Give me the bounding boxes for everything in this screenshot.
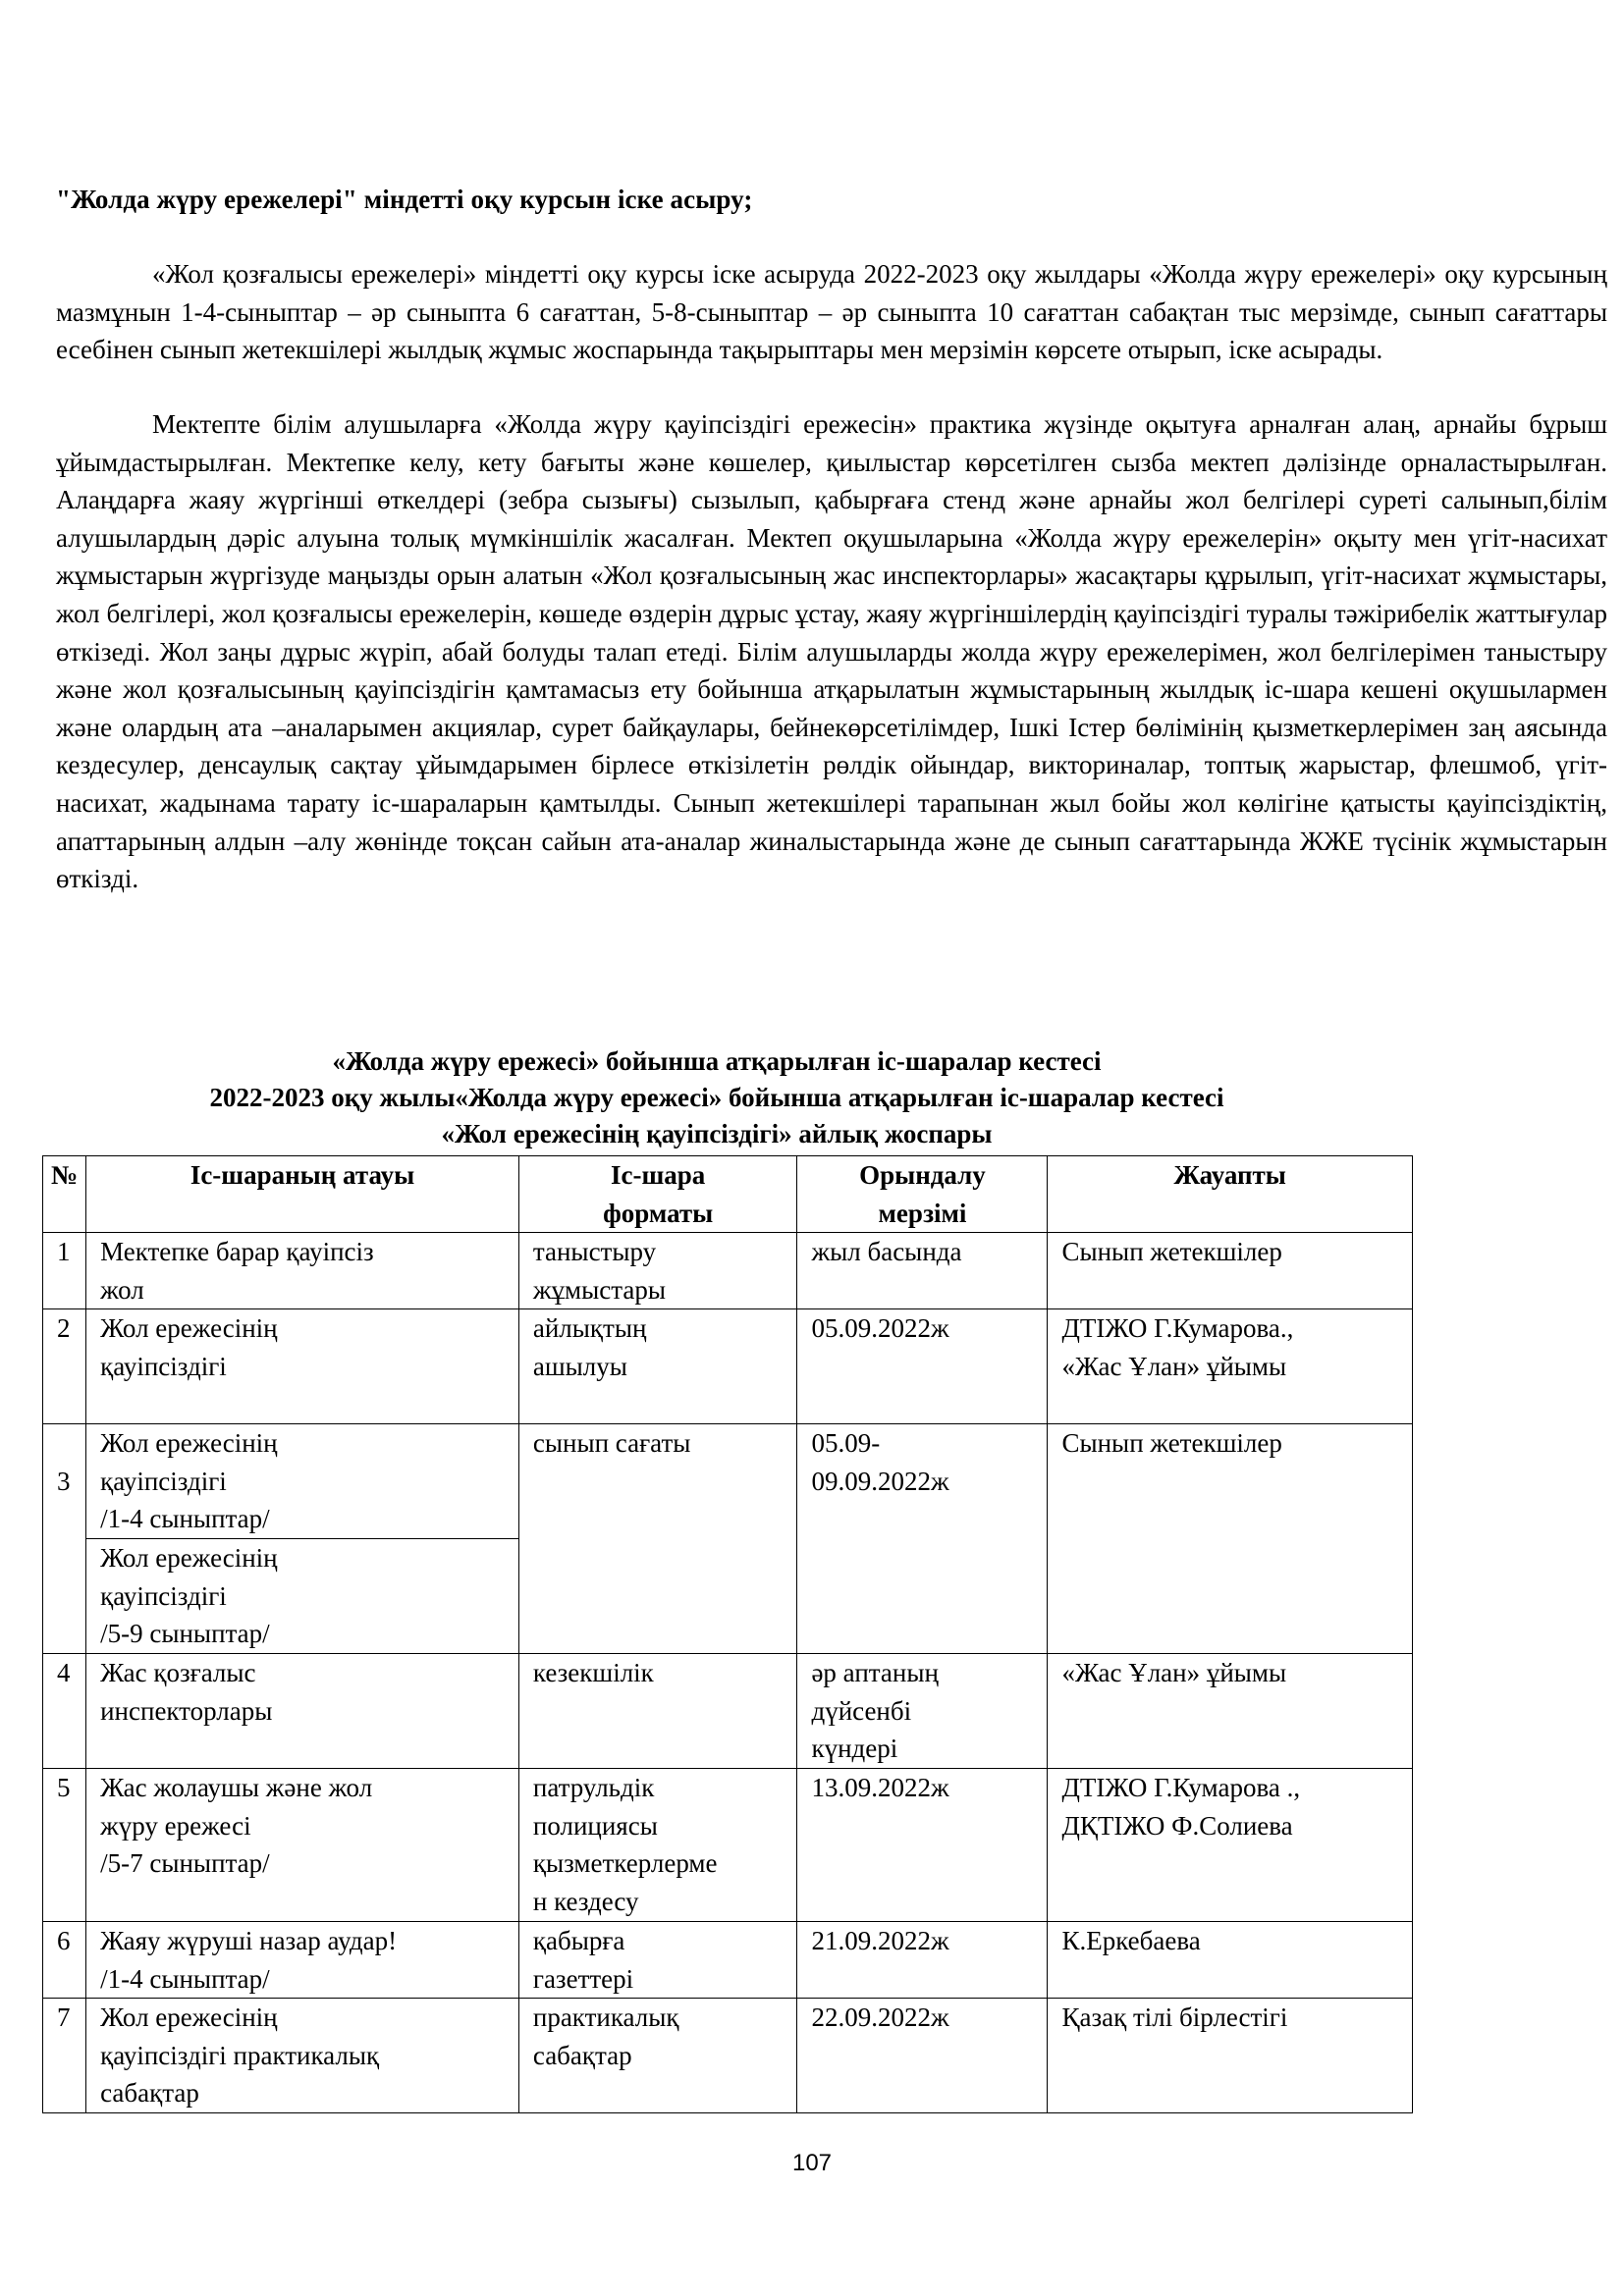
table-row <box>43 1654 1413 1769</box>
cell-responsible: ДТІЖО Г.Кумарова ., ДҚТІЖО Ф.Солиева <box>1048 1769 1413 1922</box>
cell-responsible: Сынып жетекшілер <box>1048 1233 1413 1309</box>
header-format: Іс-шара форматы <box>518 1156 797 1233</box>
cell-num: 2 <box>43 1309 86 1424</box>
cell-num: 3 <box>43 1424 86 1654</box>
cell-responsible: Қазақ тілі бірлестігі <box>1048 1999 1413 2113</box>
header-num: № <box>43 1156 86 1233</box>
section-heading: "Жолда жүру ережелері" міндетті оқу курсын іске асыру; <box>56 185 753 214</box>
cell-name: Жол ережесінің қауіпсіздігі практикалық сабақтар <box>86 1999 519 2113</box>
cell-num: 6 <box>43 1922 86 1999</box>
cell-format: практикалық сабақтар <box>518 1999 797 2113</box>
cell-name: Жас қозғалыс инспекторлары <box>86 1654 519 1769</box>
cell-date: 05.09.2022ж <box>797 1309 1048 1424</box>
cell-name: Жас жолаушы және жол жүру ережесі /5-7 сыныптар/ <box>86 1769 519 1922</box>
cell-format: патрульдік полициясы қызметкерлерме н кездесу <box>518 1769 797 1922</box>
cell-name: Жол ережесінің қауіпсіздігі /1-4 сыныптар/ <box>86 1424 519 1539</box>
table-row <box>43 1922 1413 1999</box>
cell-responsible: ДТІЖО Г.Кумарова., «Жас Ұлан» ұйымы <box>1048 1309 1413 1424</box>
cell-num: 4 <box>43 1654 86 1769</box>
cell-name: Жол ережесінің қауіпсіздігі <box>86 1309 519 1424</box>
table-title-1: «Жолда жүру ережесі» бойынша атқарылған іс-шаралар кестесі <box>332 1046 1102 1076</box>
cell-format: қабырға газеттері <box>518 1922 797 1999</box>
cell-date: 13.09.2022ж <box>797 1769 1048 1922</box>
cell-responsible: «Жас Ұлан» ұйымы <box>1048 1654 1413 1769</box>
cell-date: әр аптаның дүйсенбі күндері <box>797 1654 1048 1769</box>
cell-responsible: К.Еркебаева <box>1048 1922 1413 1999</box>
activities-table <box>42 1155 1413 2113</box>
table-row <box>43 1233 1413 1309</box>
cell-name: Жаяу жүруші назар аудар! /1-4 сыныптар/ <box>86 1922 519 1999</box>
table-row <box>43 1424 1413 1539</box>
cell-format: сынып сағаты <box>518 1424 797 1654</box>
cell-num: 1 <box>43 1233 86 1309</box>
cell-date: 21.09.2022ж <box>797 1922 1048 1999</box>
table-header-row <box>43 1156 1413 1233</box>
cell-format: таныстыру жұмыстары <box>518 1233 797 1309</box>
header-date: Орындалу мерзімі <box>797 1156 1048 1233</box>
table-title-2: 2022-2023 оқу жылы«Жолда жүру ережесі» бойынша атқарылған іс-шаралар кестесі <box>209 1083 1224 1112</box>
cell-date: 22.09.2022ж <box>797 1999 1048 2113</box>
cell-format: кезекшілік <box>518 1654 797 1769</box>
cell-responsible: Сынып жетекшілер <box>1048 1424 1413 1654</box>
page-number: 107 <box>791 2150 833 2176</box>
cell-name: Жол ережесінің қауіпсіздігі /5-9 сыныптар/ <box>86 1539 519 1654</box>
cell-name: Мектепке барар қауіпсіз жол <box>86 1233 519 1309</box>
cell-num: 7 <box>43 1999 86 2113</box>
cell-date: жыл басында <box>797 1233 1048 1309</box>
paragraph-course-implementation: «Жол қозғалысы ережелері» міндетті оқу курсы іске асыруда 2022-2023 оқу жылдары «Жолда жүру ережелері» оқу курсының мазмұнын 1-4-сыныптар – әр сыныпта 6 сағаттан, 5-8-сыныптар – әр сыныпта 10 сағаттан сабақтан тыс мерзімде, сынып сағаттары есебінен сынып жетекшілері жылдық жұмыс жоспарында тақырыптары мен мерзімін көрсете отырып, іске асырады. <box>56 259 1607 365</box>
paragraph-school-activities: Мектепте білім алушыларға «Жолда жүру қауіпсіздігі ережесін» практика жүзінде оқытуға арналған алаң, арнайы бұрыш ұйымдастырылған. Мектепке келу, кету бағыты және көшелер, қиылыстар көрсетілген сызба мектеп дәлізінде орналастырылған. Алаңдарға жаяу жүргінші өткелдері (зебра сызығы) сызылып, қабырғаға стенд және арнайы жол белгілері суреті салынып,білім алушылардың дәріс алуына толық мүмкіншілік жасалған. Мектеп оқушыларына «Жолда жүру ережелерін» оқыту мен үгіт-насихат жұмыстарын жүргізуде маңызды орын алатын «Жол қозғалысының жас инспекторлары» жасақтары құрылып, үгіт-насихат жұмыстары, жол белгілері, жол қозғалысы ережелерін, көшеде өздерін дұрыс ұстау, жаяу жүргіншілердің қауіпсіздігі туралы тәжірибелік жаттығулар өткізеді. Жол заңы дұрыс жүріп, абай болуды талап етеді. Білім алушыларды жолда жүру ережелерімен, жол белгілерімен таныстыру және жол қозғалысының қауіпсіздігін қамтамасыз ету бойынша атқарылатын жұмыстарының жылдық іс-шара кешені оқушылармен және олардың ата –аналарымен акциялар, сурет байқаулары, бейнекөрсетілімдер, Ішкі Істер бөлімінің қызметкерлерімен заң аясында кездесулер, денсаулық сақтау ұйымдарымен бірлесе өткізілетін рөлдік ойындар, викториналар, топтық жарыстар, флешмоб, үгіт-насихат, жадынама тарату іс-шараларын қамтылды. Сынып жетекшілері тарапынан жыл бойы жол көлігіне қатысты қауіпсіздіктің, апаттарының алдын –алу жөнінде тоқсан сайын ата-аналар жиналыстарында және де сынып сағаттарында ЖЖЕ түсінік жұмыстарын өткізді. <box>56 409 1607 894</box>
header-name: Іс-шараның атауы <box>86 1156 519 1233</box>
cell-format: айлықтың ашылуы <box>518 1309 797 1424</box>
cell-date: 05.09- 09.09.2022ж <box>797 1424 1048 1654</box>
table-title-3: «Жол ережесінің қауіпсіздігі» айлық жоспары <box>441 1119 993 1148</box>
table-row <box>43 1309 1413 1424</box>
header-responsible: Жауапты <box>1048 1156 1413 1233</box>
table-row <box>43 1999 1413 2113</box>
table-row <box>43 1769 1413 1922</box>
cell-num: 5 <box>43 1769 86 1922</box>
